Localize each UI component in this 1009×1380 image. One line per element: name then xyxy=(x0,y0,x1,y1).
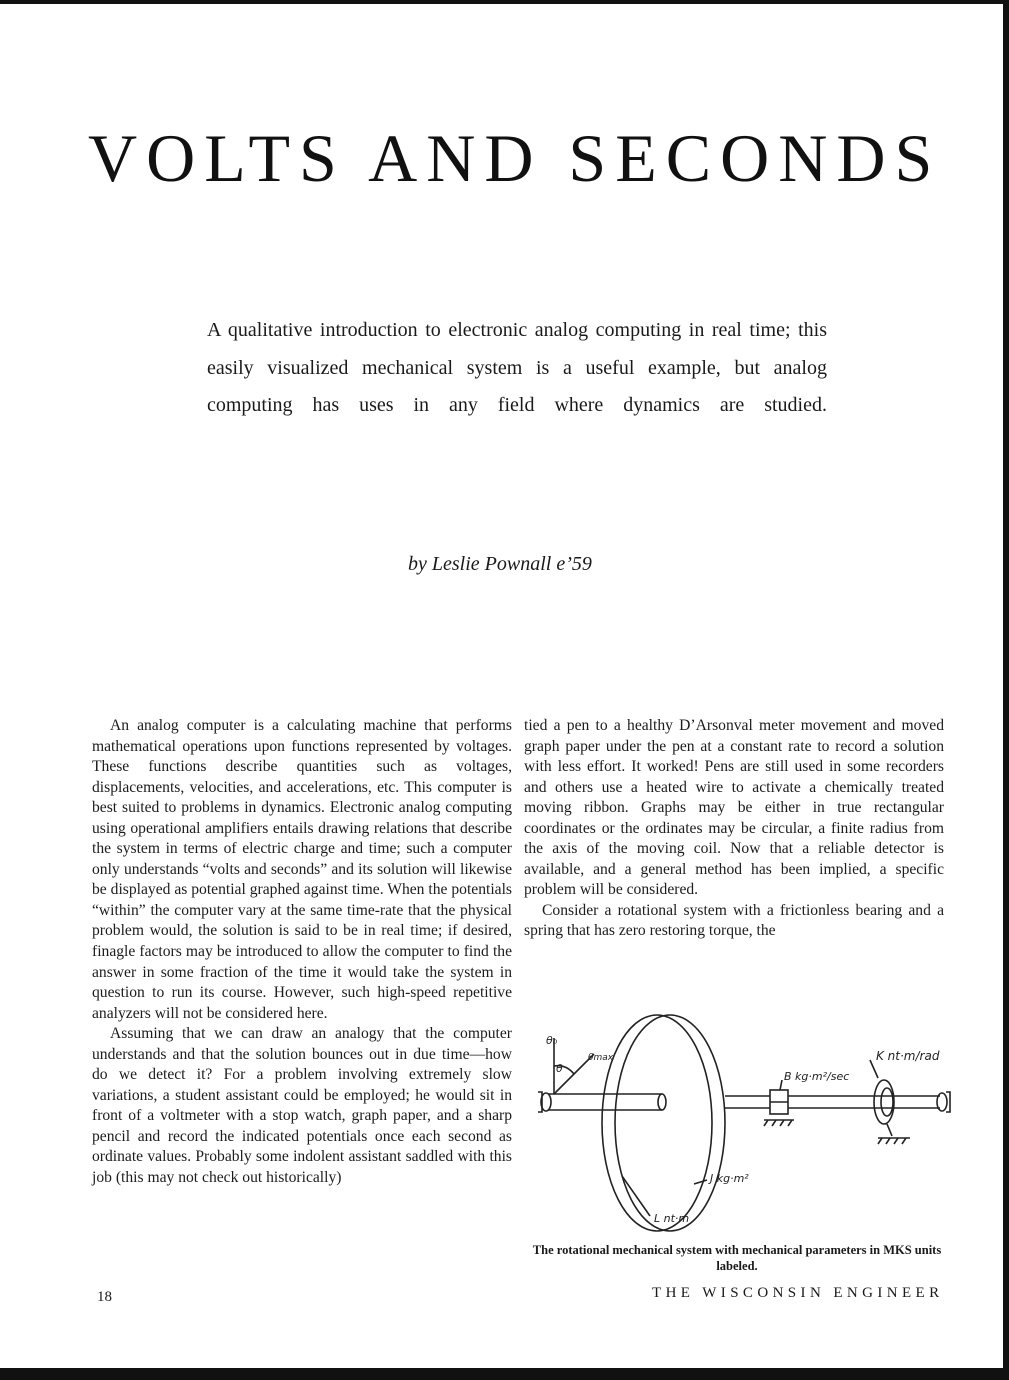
paragraph: An analog computer is a calculating machine that performs mathematical operations upon functions represented by voltages. These functions describe quantities such as voltages, displacements, velocities, and accelerations, etc. This computer is best suited to problems in dynamics. Electronic analog computing using operational amplifiers entails drawing relations that describe the system in terms of electric charge and time; such a computer only understands “volts and seconds” and its solution will likewise be displayed as potential graphed against time. When the potentials “within” the computer vary at the same time-rate that the physical problem would, the solution is said to be in real time; if desired, finagle factors may be introduced to allow the computer to find the answer in some fraction of the time it would take the system in question to run its course. However, such high-speed repetitive analyzers will not be considered here. xyxy=(92,717,512,1022)
flywheel-rim xyxy=(615,1015,725,1231)
rotational-system-diagram xyxy=(532,1008,952,1238)
article-title: VOLTS AND SECONDS xyxy=(88,120,942,196)
scan-border-top xyxy=(0,0,1009,4)
theta-max-label: θmax xyxy=(588,1053,614,1063)
publication-name: THE WISCONSIN ENGINEER xyxy=(652,1285,944,1301)
damping-leader xyxy=(780,1080,782,1090)
paragraph: tied a pen to a healthy D’Arsonval meter movement and moved graph paper under the pen at a constant rate to record a solution with less effort. It worked! Pens are still used in some recorders and others use a heated wire to activate a chemically treated moving ribbon. Graphs may be either in true rectangular coordinates or the ordinates may be circular, a finite radius from the axis of the moving coil. Now that a reliable detector is available, and a general method has been implied, a specific problem will be considered. xyxy=(524,717,944,899)
right-column xyxy=(524,716,944,942)
spring-coil xyxy=(874,1080,894,1124)
inertia-leader xyxy=(694,1180,707,1184)
torque-leader xyxy=(622,1176,650,1216)
inertia-label: J kg·m² xyxy=(710,1172,749,1185)
rotational-system-figure xyxy=(532,1008,952,1238)
paragraph: Assuming that we can draw an analogy that the computer understands and that the solution bounces out in due time—how do we detect it? For a problem involving extremely slow variations, a student assistant could be employed; he would sit in front of a voltmeter with a stop watch, graph paper, and a sharp pencil and record the indicated potentials once each second as ordinate values. Probably some indolent assistant saddled with this job (this may not check out historically) xyxy=(92,1025,512,1187)
figure-caption: The rotational mechanical system with mechanical parameters in MKS units labeled. xyxy=(532,1243,942,1273)
left-column xyxy=(92,716,512,1189)
flywheel-face xyxy=(602,1015,712,1231)
shaft-end xyxy=(658,1094,666,1110)
right-bearing xyxy=(937,1093,947,1111)
scan-border-bottom xyxy=(0,1368,1009,1380)
scan-border-right xyxy=(1003,0,1009,1380)
theta-label: θ xyxy=(556,1062,563,1075)
page-number: 18 xyxy=(97,1289,112,1305)
article-subtitle: A qualitative introduction to electronic analog computing in real time; this easily visualized mechanical system is a useful example, but analog computing has uses in any field where dynamics are studied. xyxy=(207,319,827,416)
article-byline: by Leslie Pownall e’59 xyxy=(408,553,592,575)
paragraph: Consider a rotational system with a frictionless bearing and a spring that has zero restoring torque, the xyxy=(524,901,944,940)
theta-0-label: θ₀ xyxy=(546,1034,558,1047)
spring-label: K nt·m/rad xyxy=(876,1049,940,1063)
torque-label: L nt·m xyxy=(654,1212,690,1225)
damping-label: B kg·m²/sec xyxy=(784,1070,850,1083)
